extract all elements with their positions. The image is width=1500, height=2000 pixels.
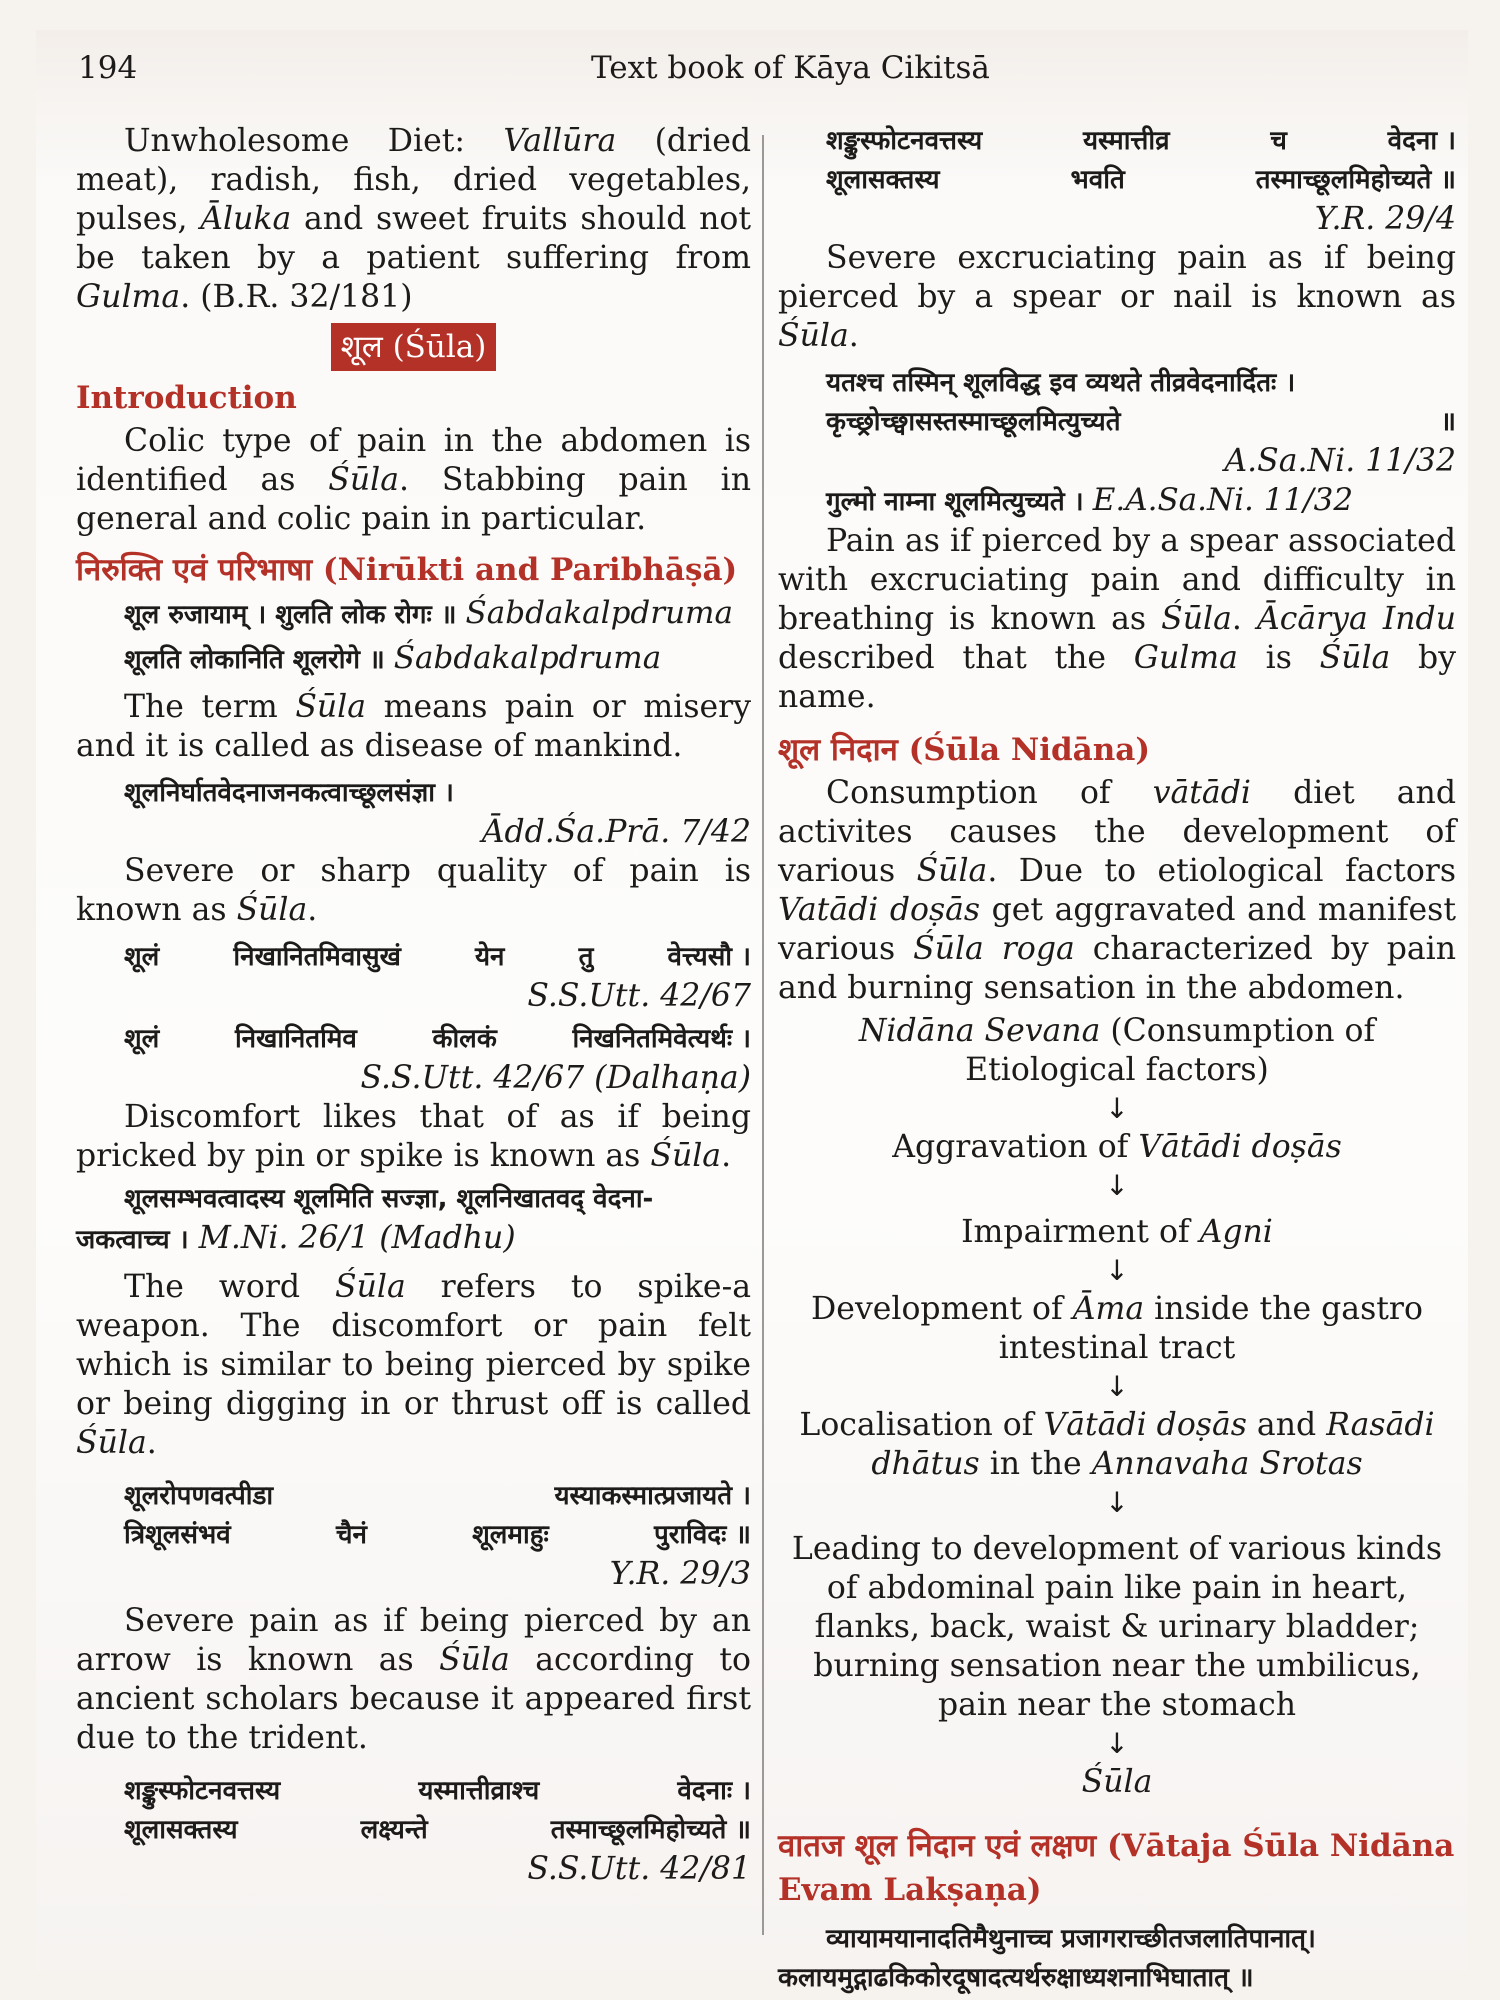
sanskrit-verse-5: शूलं निखानितमिव कीलकं निखनितमिवेत्यर्थः । xyxy=(124,1024,751,1054)
running-title: Text book of Kāya Cikitsā xyxy=(591,50,990,86)
flow-step-5: Localisation of Vātādi doṣās and Rasādi dhātus in the Annavaha Srotas xyxy=(799,1407,1435,1482)
verse-9-ref: Y.R. 29/4 xyxy=(1314,201,1456,237)
sanskrit-verse-8b: शूलासक्तस्य लक्ष्यन्ते तस्माच्छूलमिहोच्यते ॥ xyxy=(124,1815,751,1845)
verse-3-ref: Ādd.Śa.Prā. 7/42 xyxy=(481,814,751,850)
sanskrit-verse-6b: जकत्वाच्च । M.Ni. 26/1 (Madhu) xyxy=(76,1220,516,1256)
nidana-paragraph: Consumption of vātādi diet and activites causes the development of various Śūla. Due to etiological factors Vatādi doṣās get aggravated and manifest various Śūla roga characterized by pain and burning sensation in the abdomen. xyxy=(778,775,1457,1006)
sanskrit-verse-2: शूलति लोकानिति शूलरोगे ॥ Śabdakalpdruma xyxy=(124,640,662,676)
flow-step-1: Nidāna Sevana (Consumption of Etiological factors) xyxy=(858,1013,1376,1088)
verse-7-ref: Y.R. 29/3 xyxy=(609,1556,751,1592)
left-column xyxy=(76,122,751,1889)
diet-paragraph: Unwholesome Diet: Vallūra (dried meat), radish, fish, dried vegetables, pulses, Āluka and sweet fruits should not be taken by a patient suffering from Gulma. (B.R. 32/181) xyxy=(76,123,752,315)
flow-step-3: Impairment of Agni xyxy=(961,1214,1273,1250)
intro-paragraph: Colic type of pain in the abdomen is identified as Śūla. Stabbing pain in general and colic pain in particular. xyxy=(76,423,751,537)
sanskrit-verse-8a: शङ्कुस्फोटनवत्तस्य यस्मात्तीव्राश्च वेदनाः । xyxy=(124,1776,751,1806)
nidana-flowchart xyxy=(778,1012,1456,1802)
flow-step-7: Śūla xyxy=(1081,1764,1153,1800)
discomfort-paragraph: Discomfort likes that of as if being pricked by pin or spike is known as Śūla. xyxy=(76,1099,751,1174)
sanskrit-verse-7b: त्रिशूलसंभवं चैनं शूलमाहुः पुराविदः ॥ xyxy=(124,1520,751,1550)
verse-4-ref: S.S.Utt. 42/67 xyxy=(527,978,751,1014)
sanskrit-verse-10b: कृच्छ्रोच्छ्वासस्तस्माच्छूलमित्युच्यते ॥ xyxy=(826,407,1456,437)
column-divider xyxy=(762,135,764,1935)
spear-paragraph: Severe excruciating pain as if being pierced by a spear or nail is known as Śūla. xyxy=(778,240,1456,354)
word-paragraph: The word Śūla refers to spike-a weapon. The discomfort or pain felt which is similar to being pierced by spike or being digging in or thrust off is called Śūla. xyxy=(76,1269,751,1461)
nidana-heading: शूल निदान (Śūla Nidāna) xyxy=(778,732,1151,768)
sanskrit-verse-9a: शङ्कुस्फोटनवत्तस्य यस्मात्तीव्र च वेदना । xyxy=(826,126,1456,156)
sanskrit-verse-11: गुल्मो नाम्ना शूलमित्युच्यते । E.A.Sa.Ni. 11/32 xyxy=(826,482,1354,518)
flow-arrow-icon: ↓ xyxy=(1105,1727,1129,1760)
sanskrit-verse-4: शूलं निखानितमिवासुखं येन तु वेत्त्यसौ । xyxy=(124,942,751,972)
severe-paragraph: Severe or sharp quality of pain is known as Śūla. xyxy=(76,853,751,928)
sanskrit-verse-12b: कलायमुद्गाढकिकोरदूषादत्यर्थरुक्षाध्यशनाभिघातात् ॥ xyxy=(778,1963,1254,1993)
flow-arrow-icon: ↓ xyxy=(1105,1254,1129,1287)
page-header xyxy=(36,30,1468,100)
flow-arrow-icon: ↓ xyxy=(1105,1370,1129,1403)
sanskrit-verse-10a: यतश्च तस्मिन् शूलविद्ध इव व्यथते तीव्रवेदनार्दितः । xyxy=(826,368,1296,398)
verse-10-ref: A.Sa.Ni. 11/32 xyxy=(1224,443,1456,479)
nirukti-heading: निरुक्ति एवं परिभाषा (Nirūkti and Paribhāṣā) xyxy=(76,552,738,588)
page-number: 194 xyxy=(78,50,138,86)
arrow-paragraph: Severe pain as if being pierced by an arrow is known as Śūla according to ancient scholars because it appeared first due to the trident. xyxy=(76,1603,751,1756)
vataja-heading: वातज शूल निदान एवं लक्षण (Vātaja Śūla Nidāna Evam Lakṣaṇa) xyxy=(778,1828,1455,1908)
sanskrit-verse-1: शूल रुजायाम् । शुलति लोक रोगः ॥ Śabdakalpdruma xyxy=(124,595,733,631)
sanskrit-verse-7a: शूलरोपणवत्पीडा यस्याकस्मात्प्रजायते । xyxy=(124,1481,751,1511)
sanskrit-verse-3: शूलनिर्घातवेदनाजनकत्वाच्छूलसंज्ञा । xyxy=(124,778,454,808)
flow-step-6: Leading to development of various kinds of abdominal pain like pain in heart, flanks, back, waist & urinary bladder; burning sensation near the umbilicus, pain near the stomach xyxy=(791,1531,1443,1723)
flow-arrow-icon: ↓ xyxy=(1105,1169,1129,1202)
verse-8-ref: S.S.Utt. 42/81 xyxy=(527,1851,751,1887)
sanskrit-verse-9b: शूलासक्तस्य भवति तस्माच्छूलमिहोच्यते ॥ xyxy=(826,165,1456,195)
sanskrit-verse-6a: शूलसम्भवत्वादस्य शूलमिति सज्ज्ञा, शूलनिखातवद् वेदना- xyxy=(124,1184,654,1214)
flow-arrow-icon: ↓ xyxy=(1105,1486,1129,1519)
book-page xyxy=(36,30,1468,1993)
flow-arrow-icon: ↓ xyxy=(1105,1092,1129,1125)
right-column xyxy=(778,122,1456,1998)
pain-paragraph: Pain as if pierced by a spear associated with excruciating pain and difficulty in breathing is known as Śūla. Ācārya Indu described that the Gulma is Śūla by name. xyxy=(778,523,1456,715)
section-title-badge: शूल (Śūla) xyxy=(331,323,496,371)
sanskrit-verse-12a: व्यायामयानादतिमैथुनाच्च प्रजागराच्छीतजलातिपानात्। xyxy=(826,1924,1316,1954)
verse-5-ref: S.S.Utt. 42/67 (Dalhaṇa) xyxy=(360,1060,751,1096)
term-paragraph: The term Śūla means pain or misery and it is called as disease of mankind. xyxy=(76,689,751,764)
flow-step-4: Development of Āma inside the gastro intestinal tract xyxy=(811,1291,1423,1366)
introduction-heading: Introduction xyxy=(76,380,297,416)
flow-step-2: Aggravation of Vātādi doṣās xyxy=(892,1129,1342,1165)
